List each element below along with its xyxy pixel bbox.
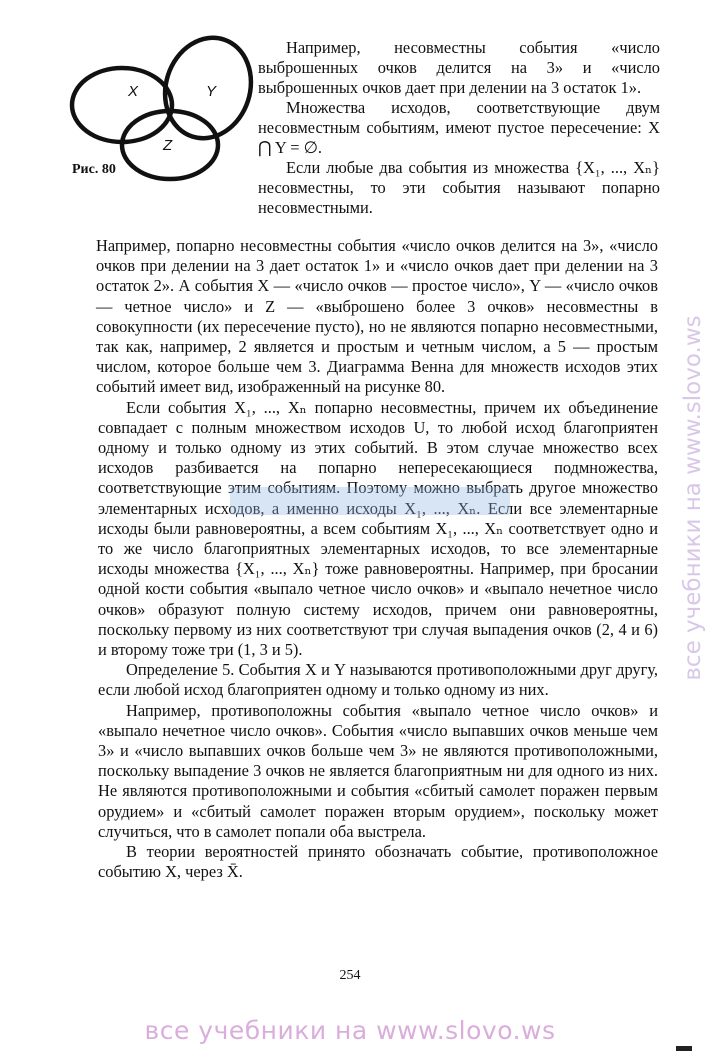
label-z: Z [163,137,173,154]
corner-mark [676,1046,692,1051]
main-text-column [98,236,658,883]
set-x-ellipse [72,68,172,142]
paragraph-definition-5: Определение 5. События X и Y называются противоположными друг другу, если любой исход благоприятен одному и только одному из них. [98,660,658,700]
paragraph-main-2: Если события X₁, ..., Xₙ попарно несовместны, причем их объединение совпадает с полным множеством исходов U, то любой исход благоприятен одному и только одному из этих событий. В этом случае множество всех исходов разбивается на попарно непересекающиеся подмножества, соответствующие этим событиям. Поэтому можно выбрать другое множество элементарных исходов, а именно исходы X₁, ..., Xₙ. Если все элементарные исходы были равновероятны, а всем событиям X₁, ..., Xₙ соответствует одно и то же число благоприятных элементарных исходов, то все элементарные исходы множества {X₁, ..., Xₙ} тоже равновероятны. Например, при бросании одной кости события «выпало четное число очков» и «выпало нечетное число очков» образуют полную систему исходов, причем они равновероятны, поскольку первому из них соответствуют три случая выпадения очков (2, 4 и 6) и второму тоже три (1, 3 и 5). [98,397,658,660]
paragraph-main-1: Например, попарно несовместны события «число очков делится на 3», «число очков при делении на 3 дает остаток 1» и «число очков дает при делении на 3 остаток 2». А события X — «число очков — простое число», Y — «число очков — четное число» и Z — «выброшено более 3 очков» несовместны в совокупности (их пересечение пусто), но не являются попарно несовместными, так как, например, 2 является и простым и четным числом, а 5 — простым числом, которое больше чем 3. Диаграмма Венна для множеств исходов этих событий имеет вид, изображенный на рисунке 80. [96,236,658,397]
paragraph-main-4: Например, противоположны события «выпало четное число очков» и «выпало нечетное число очков». События «число выпавших очков меньше чем 3» и «число выпавших очков больше чем 3» не являются противоположными, поскольку выпадение 3 очков не является благоприятным ни для одного из них. Не являются противоположными и события «сбитый самолет поражен первым орудием» и «сбитый самолет поражен вторым орудием», поскольку может случиться, что в самолет попали оба выстрела. [98,700,658,841]
paragraph-side-2: Множества исходов, соответствующие двум несовместным событиям, имеют пустое пересечение: X ⋂ Y = ∅. [258,98,660,157]
paragraph-side-1: Например, несовместны события «число выброшенных очков делится на 3» и «число выброшенных очков дает при делении на 3 остаток 1». [258,38,660,97]
label-x: X [128,83,139,100]
side-text-column [258,38,660,218]
figure-caption: Рис. 80 [72,162,116,177]
label-y: Y [206,83,217,100]
page-number: 254 [339,968,361,983]
watermark-side: все учебники на www.slovo.ws [680,315,706,681]
paragraph-side-3: Если любые два события из множества {X₁, ..., Xₙ} несовместны, то эти события называют попарно несовместными. [258,158,660,217]
paragraph-main-5: В теории вероятностей принято обозначать событие, противоположное событию X, через X̄. [98,842,658,882]
venn-diagram-figure [60,30,260,220]
watermark-bottom: все учебники на www.slovo.ws [144,1016,556,1045]
watermark-stripe [230,487,510,515]
venn-diagram [60,30,260,220]
